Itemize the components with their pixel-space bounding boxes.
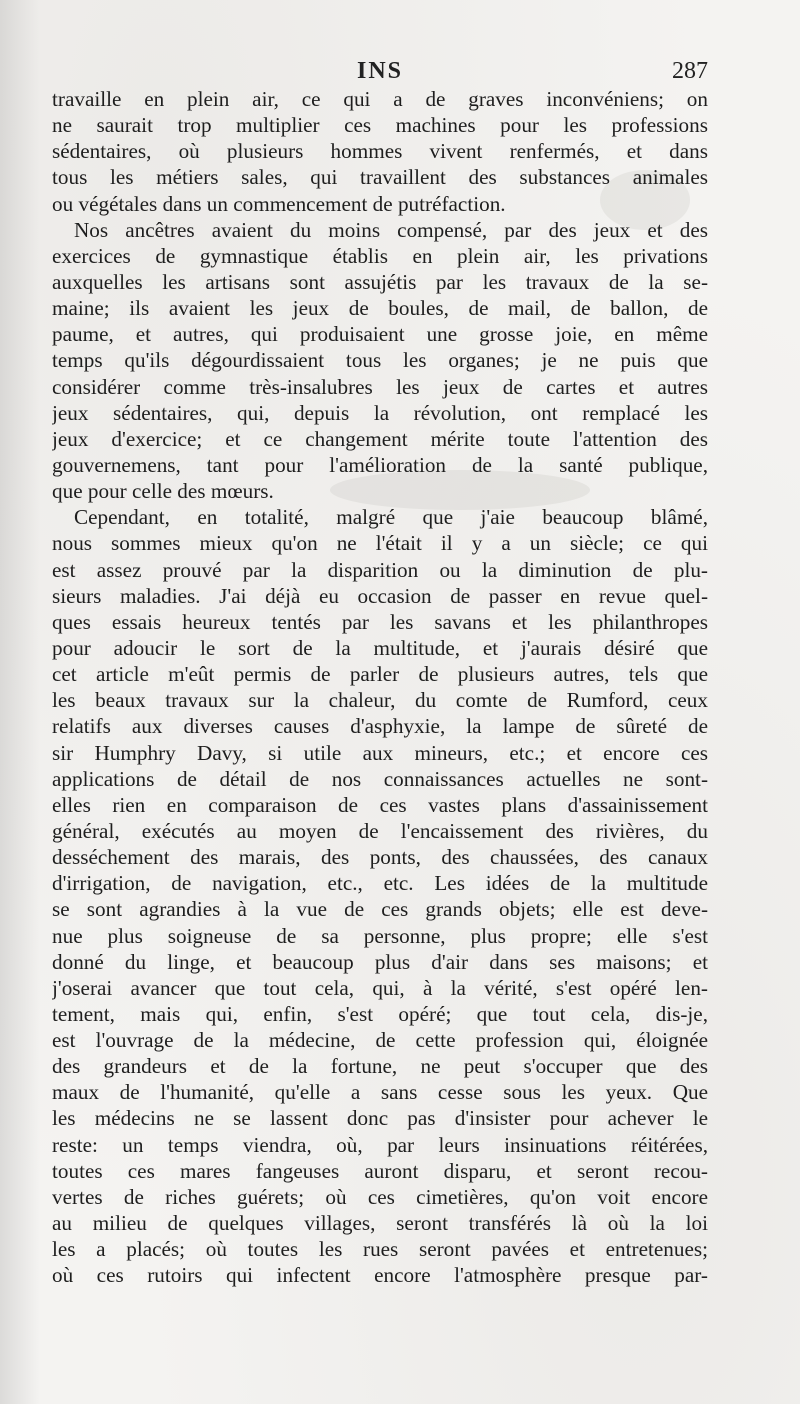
text-line: donné du linge, et beaucoup plus d'air dans ses maisons; et xyxy=(52,949,708,974)
text-line: jeux sédentaires, qui, depuis la révolution, ont remplacé les xyxy=(52,400,708,425)
text-line: que pour celle des mœurs. xyxy=(52,479,274,504)
text-line: général, exécutés au moyen de l'encaissement des rivières, du xyxy=(52,818,708,843)
text-line: d'irrigation, de navigation, etc., etc. Les idées de la multitude xyxy=(52,871,708,896)
text-line: ne saurait trop multiplier ces machines pour les professions xyxy=(52,113,708,138)
text-line: ques essais heureux tentés par les savans et les philanthropes xyxy=(52,609,708,634)
running-head-title: INS xyxy=(356,58,404,84)
text-line: toutes ces mares fangeuses auront disparu, et seront recou- xyxy=(52,1158,708,1183)
text-line: Nos ancêtres avaient du moins compensé, par des jeux et des xyxy=(74,217,708,242)
text-line: sédentaires, où plusieurs hommes vivent renfermés, et dans xyxy=(52,139,708,164)
text-line: Cependant, en totalité, malgré que j'aie beaucoup blâmé, xyxy=(74,505,708,530)
text-line: sir Humphry Davy, si utile aux mineurs, etc.; et encore ces xyxy=(52,740,708,765)
running-head xyxy=(52,58,708,88)
text-line: se sont agrandies à la vue de ces grands objets; elle est deve- xyxy=(52,897,708,922)
text-line: sieurs maladies. J'ai déjà eu occasion de passer en revue quel- xyxy=(52,583,708,608)
text-line: j'oserai avancer que tout cela, qui, à la vérité, s'est opéré len- xyxy=(52,975,708,1000)
text-line: reste: un temps viendra, où, par leurs insinuations réitérées, xyxy=(52,1132,708,1157)
text-line: maine; ils avaient les jeux de boules, de mail, de ballon, de xyxy=(52,296,708,321)
text-line: temps qu'ils dégourdissaient tous les organes; je ne puis que xyxy=(52,348,708,373)
text-line: les beaux travaux sur la chaleur, du comte de Rumford, ceux xyxy=(52,688,708,713)
text-line: est l'ouvrage de la médecine, de cette profession qui, éloignée xyxy=(52,1028,708,1053)
text-line: tement, mais qui, enfin, s'est opéré; que tout cela, dis-je, xyxy=(52,1001,708,1026)
text-line: cet article m'eût permis de parler de plusieurs autres, tels que xyxy=(52,662,708,687)
text-line: desséchement des marais, des ponts, des chaussées, des canaux xyxy=(52,845,708,870)
text-line: vertes de riches guérets; où ces cimetières, qu'on voit encore xyxy=(52,1184,708,1209)
text-line: les médecins ne se lassent donc pas d'insister pour achever le xyxy=(52,1106,708,1131)
text-line: travaille en plein air, ce qui a de graves inconvéniens; on xyxy=(52,87,708,111)
text-line: nue plus soigneuse de sa personne, plus propre; elle s'est xyxy=(52,923,708,948)
body-text xyxy=(52,86,708,1288)
text-line: est assez prouvé par la disparition ou la diminution de plu- xyxy=(52,557,708,582)
text-line: pour adoucir le sort de la multitude, et j'aurais désiré que xyxy=(52,635,708,660)
text-line: gouvernemens, tant pour l'amélioration de la santé publique, xyxy=(52,452,708,477)
text-line: tous les métiers sales, qui travaillent des substances animales xyxy=(52,165,708,190)
text-line: les a placés; où toutes les rues seront pavées et entretenues; xyxy=(52,1237,708,1262)
text-line: nous sommes mieux qu'on ne l'était il y a un siècle; ce qui xyxy=(52,531,708,556)
text-line: applications de détail de nos connaissances actuelles ne sont- xyxy=(52,766,708,791)
page-number: 287 xyxy=(672,58,708,84)
text-line: au milieu de quelques villages, seront transférés là où la loi xyxy=(52,1211,708,1236)
text-line: maux de l'humanité, qu'elle a sans cesse sous les yeux. Que xyxy=(52,1080,708,1105)
text-line: auxquelles les artisans sont assujétis par les travaux de la se- xyxy=(52,269,708,294)
text-line: elles rien en comparaison de ces vastes plans d'assainissement xyxy=(52,792,708,817)
text-line: jeux d'exercice; et ce changement mérite toute l'attention des xyxy=(52,426,708,451)
text-line: relatifs aux diverses causes d'asphyxie, la lampe de sûreté de xyxy=(52,714,708,739)
text-line: paume, et autres, qui produisaient une grosse joie, en même xyxy=(52,322,708,347)
text-line: ou végétales dans un commencement de putréfaction. xyxy=(52,191,506,216)
text-line: exercices de gymnastique établis en plein air, les privations xyxy=(52,243,708,268)
text-line: des grandeurs et de la fortune, ne peut s'occuper que des xyxy=(52,1054,708,1079)
text-line: considérer comme très-insalubres les jeux de cartes et autres xyxy=(52,374,708,399)
text-line: où ces rutoirs qui infectent encore l'atmosphère presque par- xyxy=(52,1263,708,1288)
